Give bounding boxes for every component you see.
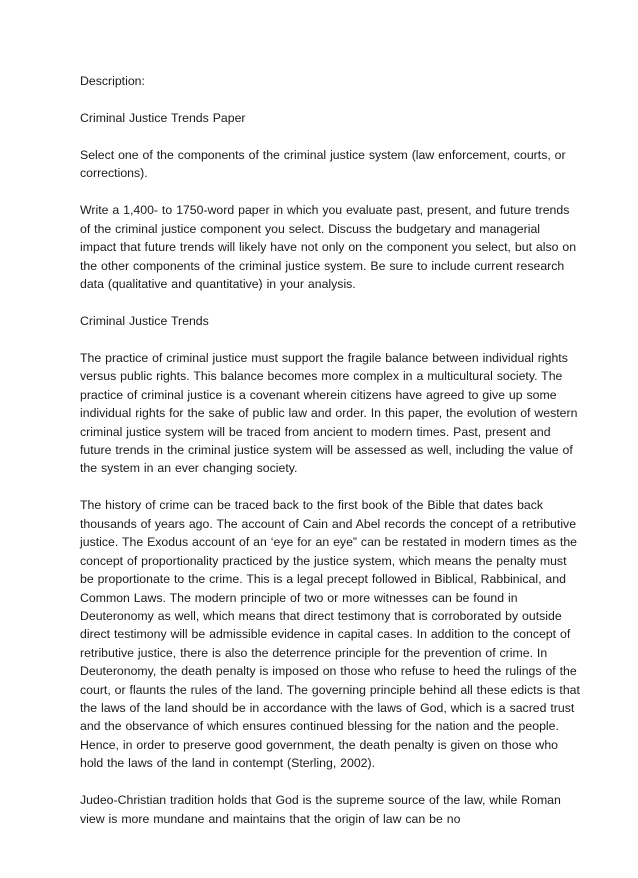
description-label: Description:: [80, 74, 145, 88]
document-body: [80, 72, 580, 847]
paragraph-introduction: The practice of criminal justice must support the fragile balance between individual rights versus public rights. This balance becomes more complex in a multicultural society. The practice of criminal justice is a covenant wherein citizens have agreed to give up some individual rights for the sake of public law and order. In this paper, the evolution of western criminal justice system will be traced from ancient to modern times. Past, present and future trends in the criminal justice system will be assessed as well, including the value of the system in an ever changing society.: [80, 351, 578, 476]
assignment-instruction-select: Select one of the components of the criminal justice system (law enforcement, courts, or corrections).: [80, 148, 566, 181]
paragraph-tradition: Judeo-Christian tradition holds that God is the supreme source of the law, while Roman view is more mundane and maintains that the origin of law can be no: [80, 793, 561, 826]
paper-title: Criminal Justice Trends: [80, 314, 209, 329]
assignment-title: Criminal Justice Trends Paper: [80, 111, 246, 125]
assignment-instruction-write: Write a 1,400- to 1750-word paper in which you evaluate past, present, and future trends of the criminal justice component you select. Discuss the budgetary and managerial impact that future trends will likely have not only on the component you select, but also on the other components of the criminal justice system. Be sure to include current research data (qualitative and quantitative) in your analysis.: [80, 203, 577, 292]
paragraph-history: The history of crime can be traced back to the first book of the Bible that dates back thousands of years ago. The account of Cain and Abel records the concept of a retributive justice. The Exodus account of an ‘eye for an eye” can be restated in modern times as the concept of proportionality practiced by the justice system, which means the penalty must be proportionate to the crime. This is a legal precept followed in Biblical, Rabbinical, and Common Laws. The modern principle of two or more witnesses can be found in Deuteronomy as well, which means that direct testimony that is corroborated by outside direct testimony will be admissible evidence in capital cases. In addition to the concept of retributive justice, there is also the deterrence principle for the prevention of crime. In Deuteronomy, the death penalty is imposed on those who refuse to heed the rulings of the court, or flaunts the rules of the land. The governing principle behind all these edicts is that the laws of the land should be in accordance with the laws of God, which is a sacred trust and the observance of which ensures continued blessing for the nation and the people. Hence, in order to preserve good government, the death penalty is given on those who hold the laws of the land in contempt (Sterling, 2002).: [80, 498, 580, 771]
